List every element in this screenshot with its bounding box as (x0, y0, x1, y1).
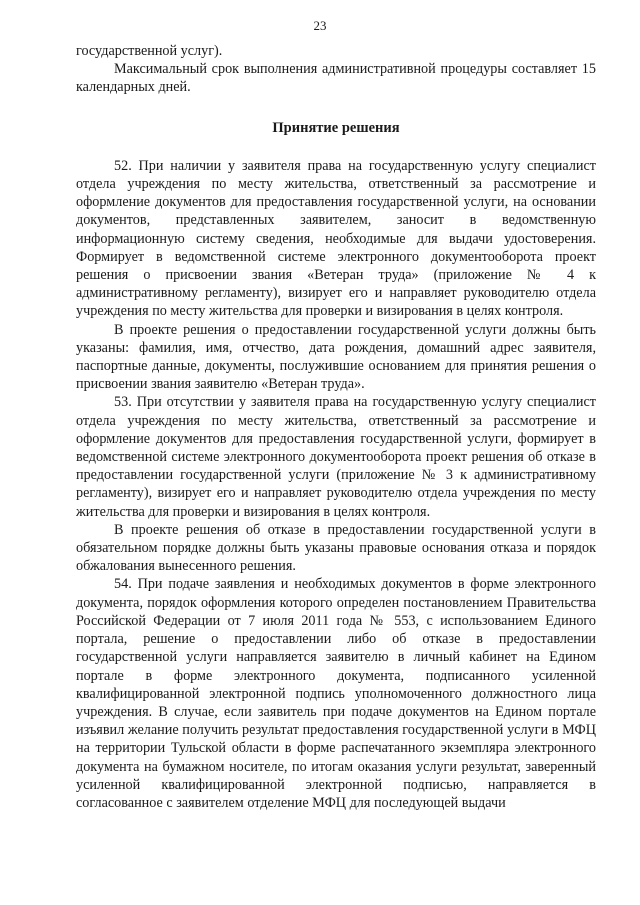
section-heading: Принятие решения (272, 119, 400, 136)
paragraph-53-details: В проекте решения об отказе в предоставлении государственной услуги в обязательном порядке должны быть указаны правовые основания отказа и порядок обжалования вынесенного решения. (76, 521, 596, 575)
document-body (76, 42, 596, 812)
page-number: 23 (313, 18, 327, 33)
paragraph-52: 52. При наличии у заявителя права на государственную услугу специалист отдела учреждения по месту жительства, ответственный за рассмотрение и оформление документов для предоставления государственной услуги, на основании документов, представленных заявителем, заносит в ведомственную информационную систему сведения, необходимые для выдачи удостоверения. Формирует в ведомственной системе электронного документооборота проект решения о присвоении звания «Ветеран труда» (приложение № 4 к административному регламенту), визирует его и направляет руководителю отдела учреждения по месту жительства для проверки и визирования в целях контроля. (76, 157, 596, 320)
paragraph-max-term: Максимальный срок выполнения административной процедуры составляет 15 календарных дней. (76, 61, 596, 96)
paragraph-continuation: государственной услуг). (76, 43, 223, 59)
paragraph-54: 54. При подаче заявления и необходимых документов в форме электронного документа, порядок оформления которого определен постановлением Правительства Российской Федерации от 7 июля 2011 года № 553, с использованием Единого портала, решение о предоставлении либо об отказе в предоставлении государственной услуги направляется заявителю в личный кабинет на Едином портале в форме электронного документа, подписанного усиленной квалифицированной электронной подпись уполномоченного должностного лица учреждения. В случае, если заявитель при подаче документов на Едином портале изъявил желание получить результат предоставления государственной услуги в МФЦ на территории Тульской области в форме распечатанного экземпляра электронного документа на бумажном носителе, по итогам оказания услуги результат, заверенный усиленной квалифицированной электронной подписью, направляется в согласованное с заявителем отделение МФЦ для последующей выдачи (76, 576, 596, 811)
paragraph-53: 53. При отсутствии у заявителя права на государственную услугу специалист отдела учреждения по месту жительства, ответственный за рассмотрение и оформление документов для предоставления государственной услуги, формирует в ведомственной системе электронного документооборота проект решения об отказе в предоставлении государственной услуги (приложение № 3 к административному регламенту), визирует его и направляет руководителю отдела учреждения по месту жительства для проверки и визирования в целях контроля. (76, 394, 596, 520)
paragraph-52-details: В проекте решения о предоставлении государственной услуги должны быть указаны: фамилия, имя, отчество, дата рождения, домашний адрес заявителя, паспортные данные, документы, послужившие основанием для принятия решения о присвоении звания заявителю «Ветеран труда». (76, 321, 596, 393)
